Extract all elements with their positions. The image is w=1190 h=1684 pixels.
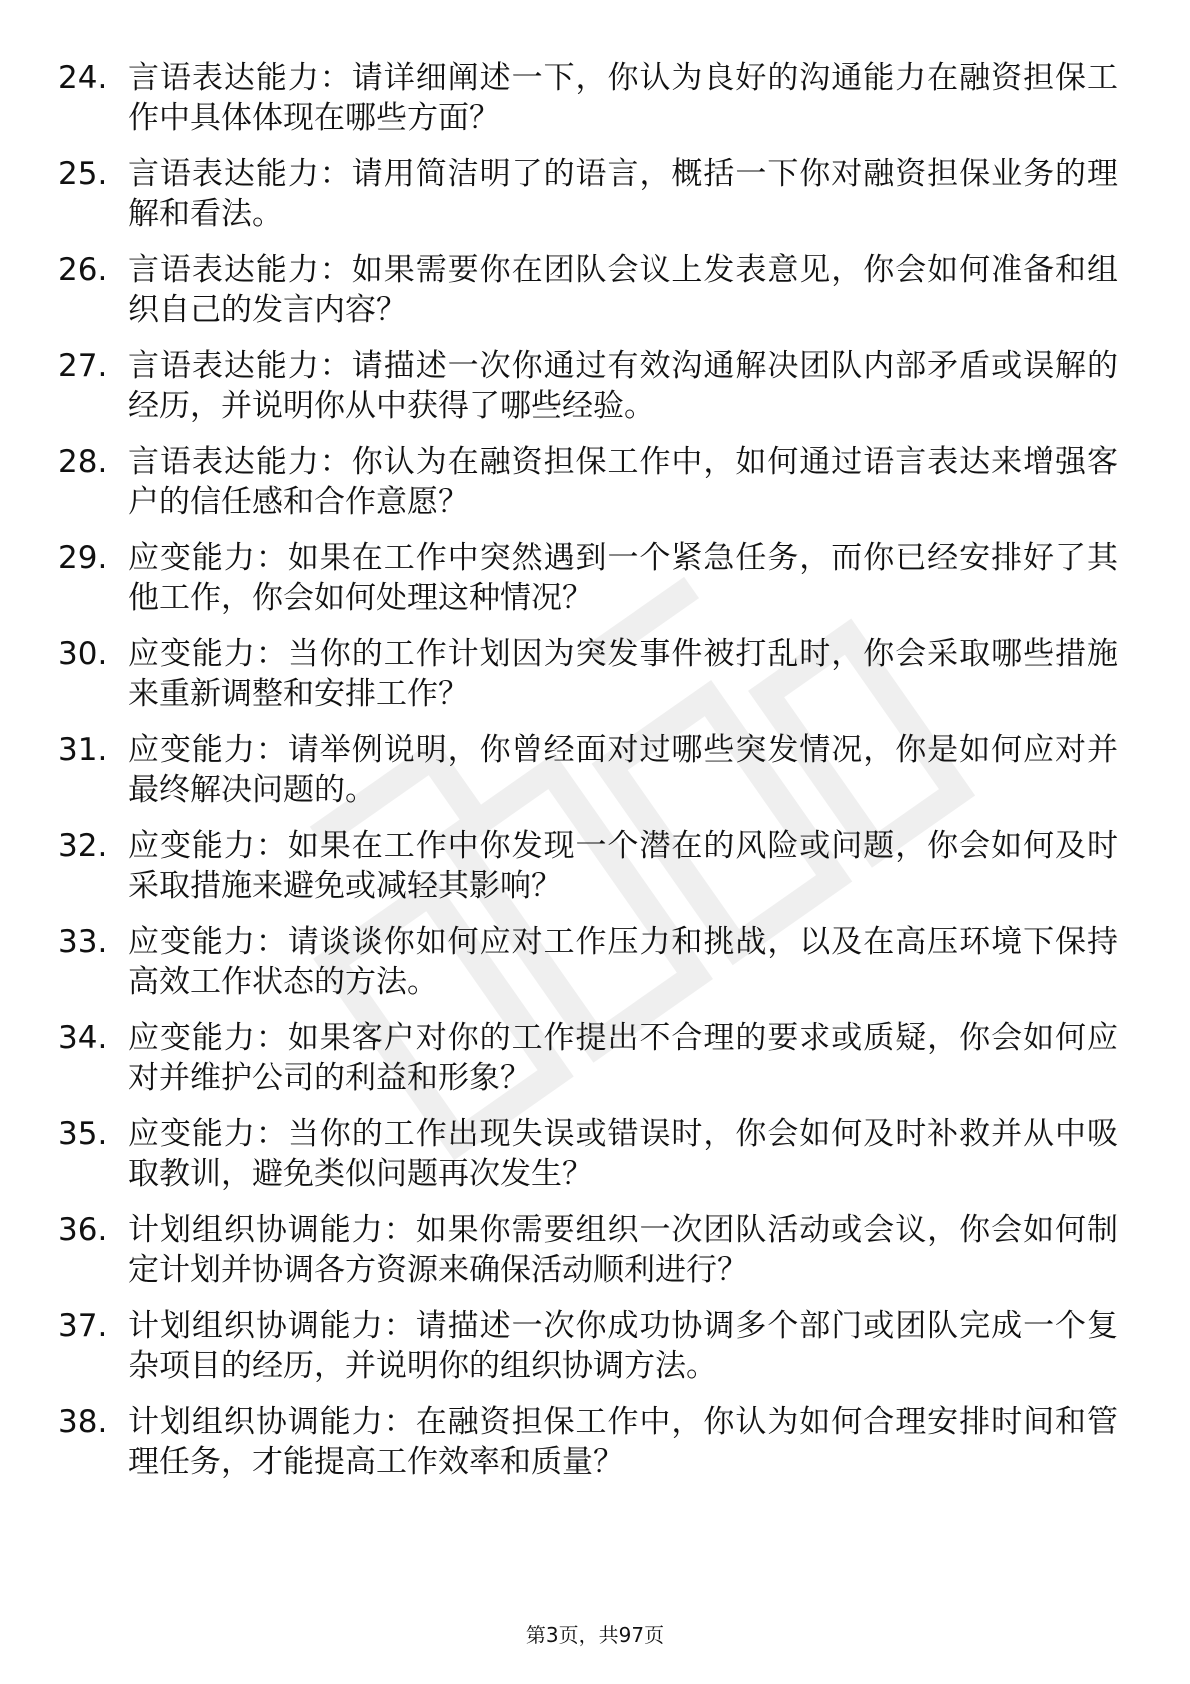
question-item [58, 1306, 1118, 1386]
question-text: 计划组织协调能力：请描述一次你成功协调多个部门或团队完成一个复杂项目的经历，并说明你的组织协调方法。 [128, 1308, 1118, 1384]
question-number: 32. [58, 828, 108, 864]
question-number: 30. [58, 636, 108, 672]
question-item [58, 730, 1118, 810]
question-number: 28. [58, 444, 108, 480]
question-text: 应变能力：请举例说明，你曾经面对过哪些突发情况，你是如何应对并最终解决问题的。 [128, 732, 1118, 808]
question-text: 言语表达能力：请描述一次你通过有效沟通解决团队内部矛盾或误解的经历，并说明你从中获得了哪些经验。 [128, 348, 1118, 424]
question-item [58, 826, 1118, 906]
question-number: 26. [58, 252, 108, 288]
question-text: 应变能力：如果客户对你的工作提出不合理的要求或质疑，你会如何应对并维护公司的利益和形象？ [128, 1020, 1118, 1096]
question-item [58, 1210, 1118, 1290]
question-text: 言语表达能力：请用简洁明了的语言，概括一下你对融资担保业务的理解和看法。 [128, 156, 1118, 232]
question-number: 37. [58, 1308, 108, 1344]
question-number: 35. [58, 1116, 108, 1152]
question-number: 36. [58, 1212, 108, 1248]
question-item [58, 346, 1118, 426]
question-text: 计划组织协调能力：在融资担保工作中，你认为如何合理安排时间和管理任务，才能提高工作效率和质量？ [128, 1404, 1118, 1480]
question-number: 25. [58, 156, 108, 192]
question-number: 29. [58, 540, 108, 576]
question-text: 言语表达能力：请详细阐述一下，你认为良好的沟通能力在融资担保工作中具体体现在哪些方面？ [128, 60, 1118, 136]
question-item [58, 1402, 1118, 1482]
question-item [58, 250, 1118, 330]
question-number: 31. [58, 732, 108, 768]
question-item [58, 922, 1118, 1002]
question-item [58, 442, 1118, 522]
question-text: 计划组织协调能力：如果你需要组织一次团队活动或会议，你会如何制定计划并协调各方资源来确保活动顺利进行？ [128, 1212, 1118, 1288]
question-text: 言语表达能力：你认为在融资担保工作中，如何通过语言表达来增强客户的信任感和合作意愿？ [128, 444, 1118, 520]
question-number: 33. [58, 924, 108, 960]
question-text: 应变能力：如果在工作中你发现一个潜在的风险或问题，你会如何及时采取措施来避免或减轻其影响？ [128, 828, 1118, 904]
question-text: 应变能力：如果在工作中突然遇到一个紧急任务，而你已经安排好了其他工作，你会如何处理这种情况？ [128, 540, 1118, 616]
question-item [58, 154, 1118, 234]
question-text: 应变能力：当你的工作计划因为突发事件被打乱时，你会采取哪些措施来重新调整和安排工作？ [128, 636, 1118, 712]
question-item [58, 1114, 1118, 1194]
page-footer: 第3页，共97页 [525, 1623, 665, 1647]
question-item [58, 538, 1118, 618]
question-text: 言语表达能力：如果需要你在团队会议上发表意见，你会如何准备和组织自己的发言内容？ [128, 252, 1118, 328]
question-item [58, 58, 1118, 138]
question-text: 应变能力：当你的工作出现失误或错误时，你会如何及时补救并从中吸取教训，避免类似问题再次发生？ [128, 1116, 1118, 1192]
question-number: 24. [58, 60, 108, 96]
question-item [58, 1018, 1118, 1098]
question-text: 应变能力：请谈谈你如何应对工作压力和挑战，以及在高压环境下保持高效工作状态的方法。 [128, 924, 1118, 1000]
question-item [58, 634, 1118, 714]
question-list [58, 58, 1118, 1498]
question-number: 38. [58, 1404, 108, 1440]
question-number: 34. [58, 1020, 108, 1056]
question-number: 27. [58, 348, 108, 384]
